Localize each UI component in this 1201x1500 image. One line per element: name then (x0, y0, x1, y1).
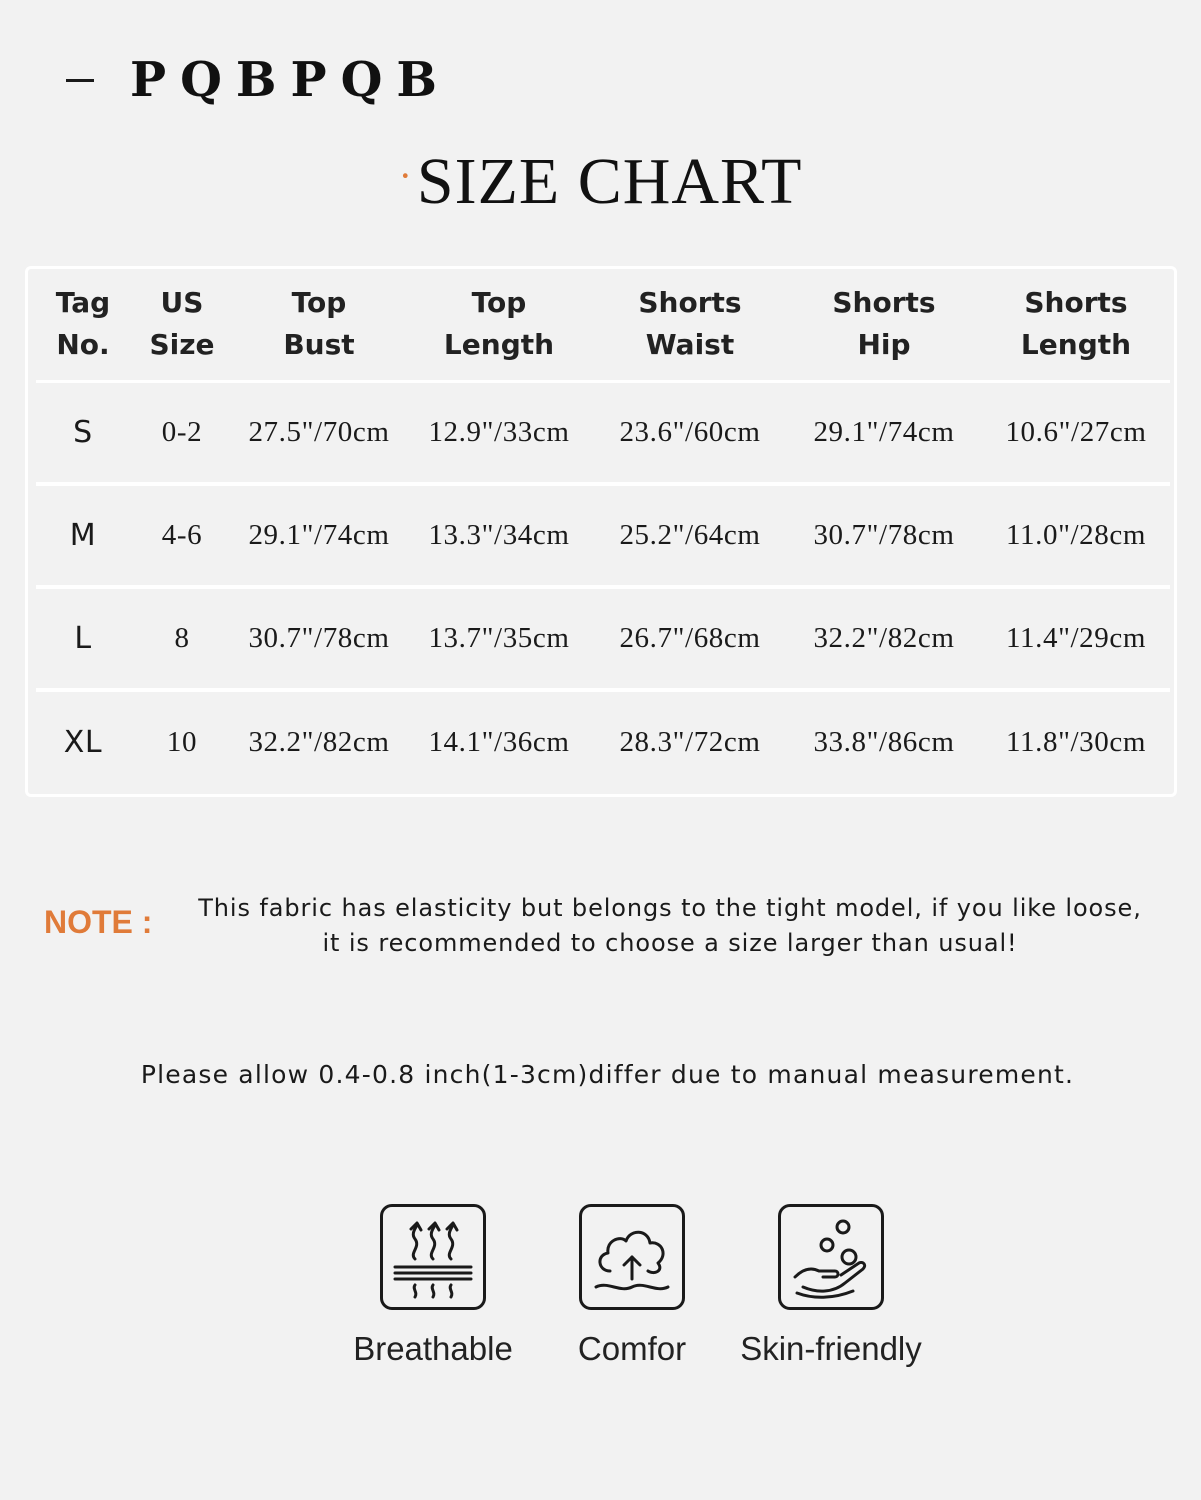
header-shorts-hip: Shorts Hip (832, 286, 936, 362)
size-chart-card (25, 266, 1177, 797)
header-top-length: Top Length (443, 286, 555, 362)
cell-shorts-length: 11.0"/28cm (1006, 519, 1146, 551)
header-top-bust: Top Bust (283, 286, 355, 362)
table-row (36, 690, 1170, 793)
cell-tag: XL (63, 725, 103, 760)
page-title (0, 144, 1201, 220)
cell-us-size: 4-6 (161, 519, 203, 551)
table-row (36, 484, 1170, 587)
cell-us-size: 8 (174, 622, 190, 654)
cell-shorts-waist: 25.2"/64cm (619, 519, 761, 551)
cell-shorts-hip: 29.1"/74cm (813, 415, 955, 448)
title-text: SIZE CHART (416, 145, 803, 218)
cloud-upload-icon (579, 1204, 685, 1310)
cell-shorts-waist: 28.3"/72cm (619, 726, 761, 758)
cell-top-bust: 27.5"/70cm (248, 415, 390, 448)
note-label: NOTE : (44, 904, 153, 940)
feature-label-comfor: Comfor (577, 1330, 687, 1367)
cell-shorts-length: 10.6"/27cm (1005, 415, 1147, 448)
note-line-1: This fabric has elasticity but belongs to the tight model, if you like loose, (198, 894, 1142, 922)
cell-shorts-hip: 33.8"/86cm (813, 726, 955, 758)
feature-skin-friendly (731, 1204, 931, 1368)
cell-shorts-hip: 32.2"/82cm (813, 622, 955, 654)
feature-label-breathable: Breathable (353, 1330, 513, 1367)
header-us-size: US Size (149, 286, 215, 362)
cell-top-bust: 32.2"/82cm (248, 726, 390, 758)
cell-tag: M (69, 518, 97, 553)
header-tag-no: Tag No. (55, 286, 111, 362)
header-shorts-waist: Shorts Waist (638, 286, 742, 362)
cell-tag: L (74, 621, 92, 656)
note-line-2: it is recommended to choose a size larger than usual! (322, 929, 1018, 957)
cell-top-length: 13.3"/34cm (428, 519, 570, 551)
cell-tag: S (73, 414, 93, 450)
hand-bubbles-icon (778, 1204, 884, 1310)
brand-header (66, 52, 451, 108)
brand-logo: PQBPQB (130, 52, 451, 108)
cell-us-size: 0-2 (161, 415, 203, 448)
cell-us-size: 10 (166, 726, 198, 758)
note-text (160, 891, 1180, 961)
feature-label-skin-friendly: Skin-friendly (740, 1330, 922, 1367)
size-chart-table (36, 269, 1170, 793)
feature-breathable (333, 1204, 533, 1368)
brand-dash (66, 79, 94, 82)
table-row (36, 381, 1170, 484)
cell-top-bust: 30.7"/78cm (248, 622, 390, 654)
cell-top-length: 14.1"/36cm (428, 726, 570, 758)
cell-shorts-length: 11.8"/30cm (1006, 726, 1146, 758)
measurement-disclaimer: Please allow 0.4-0.8 inch(1-3cm)differ due to manual measurement. (140, 1060, 1075, 1089)
title-dot: · (398, 153, 413, 198)
table-row (36, 587, 1170, 690)
cell-top-length: 13.7"/35cm (428, 622, 570, 654)
header-shorts-length: Shorts Length (1020, 286, 1132, 362)
cell-top-length: 12.9"/33cm (428, 415, 570, 448)
feature-comfort (532, 1204, 732, 1368)
cell-shorts-hip: 30.7"/78cm (813, 519, 955, 551)
cell-shorts-waist: 26.7"/68cm (619, 622, 761, 654)
cell-shorts-waist: 23.6"/60cm (619, 415, 761, 448)
breathable-icon (380, 1204, 486, 1310)
cell-top-bust: 29.1"/74cm (248, 519, 390, 551)
cell-shorts-length: 11.4"/29cm (1006, 622, 1146, 654)
table-header-row (36, 269, 1170, 381)
